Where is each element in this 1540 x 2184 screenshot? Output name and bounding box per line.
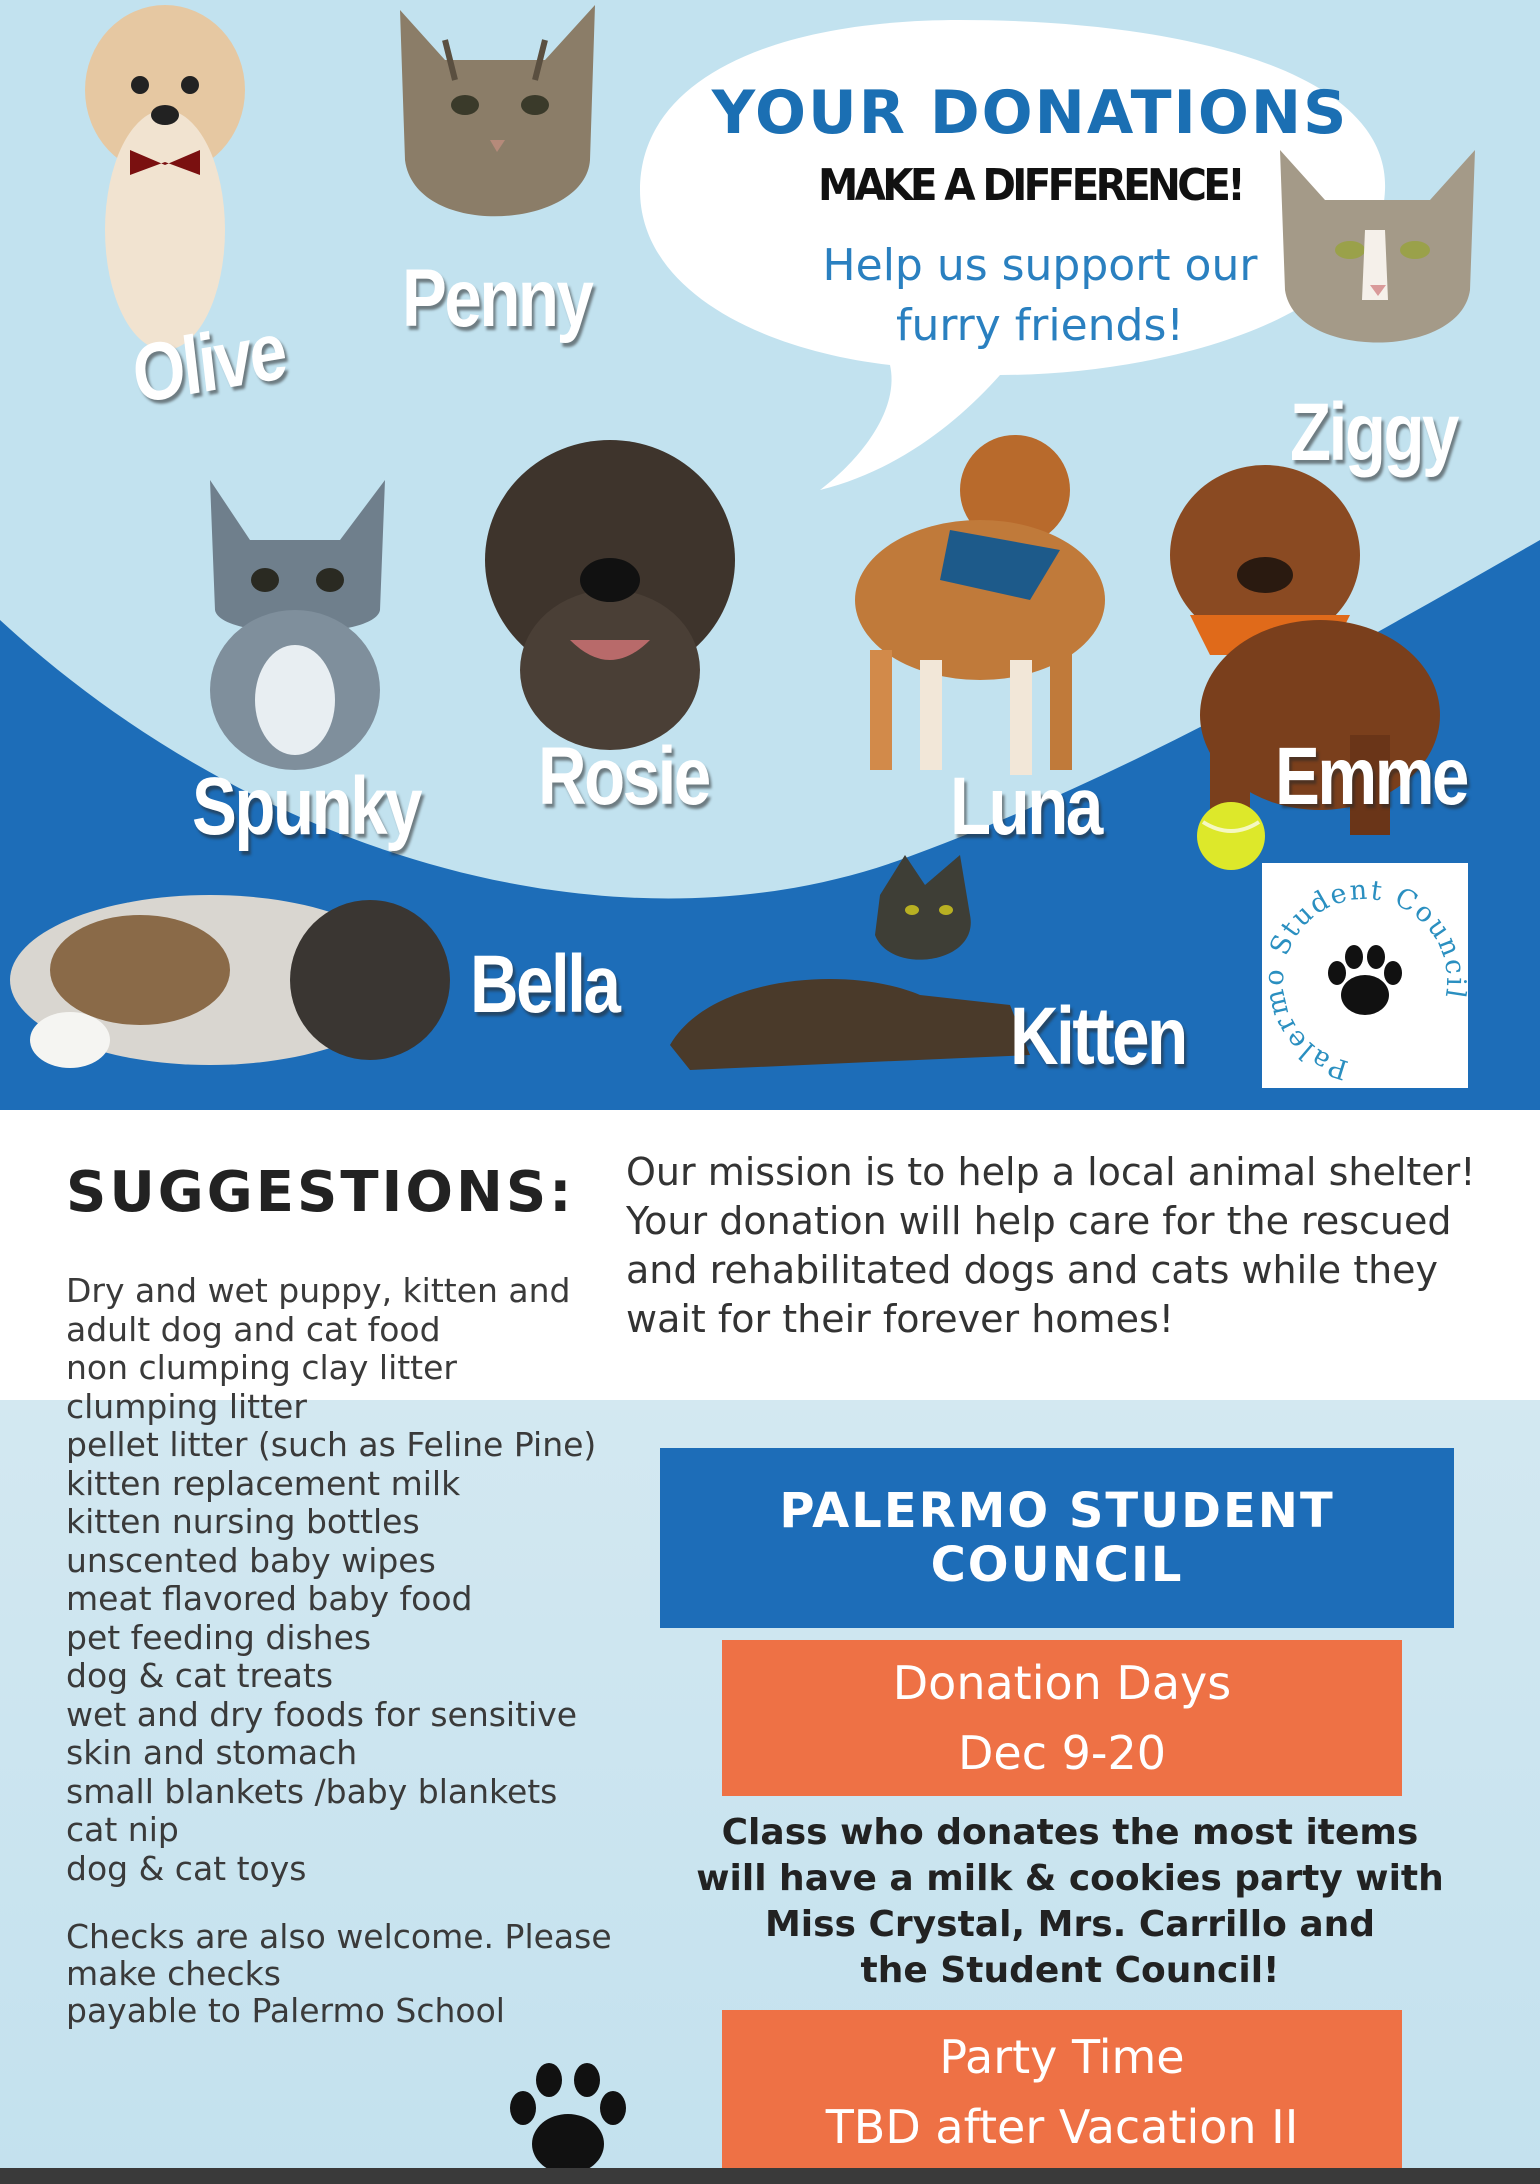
student-council-banner bbox=[660, 1448, 1454, 1628]
party-time-box bbox=[722, 2010, 1402, 2174]
suggestion-item: non clumping clay litter bbox=[66, 1348, 457, 1387]
suggestion-item: wet and dry foods for sensitive bbox=[66, 1694, 578, 1734]
suggestion-item: kitten nursing bottles bbox=[66, 1502, 420, 1541]
suggestion-item: pellet litter (such as Feline Pine) bbox=[66, 1425, 597, 1464]
suggestion-item: kitten replacement milk bbox=[66, 1463, 461, 1503]
bella-cat-photo bbox=[10, 860, 460, 1090]
suggestion-item: pet feeding dishes bbox=[66, 1617, 372, 1657]
suggestion-item: adult dog and cat food bbox=[66, 1309, 441, 1349]
student-council-logo bbox=[1262, 863, 1468, 1088]
pet-name-bella: Bella bbox=[470, 939, 619, 1030]
contest-line-2: will have a milk & cookies party with bbox=[696, 1858, 1444, 1899]
suggestion-item: unscented baby wipes bbox=[66, 1540, 436, 1580]
contest-line-1: Class who donates the most items bbox=[721, 1812, 1419, 1853]
party-time-label: Party Time bbox=[939, 2030, 1185, 2084]
checks-note-line-2: make checks bbox=[66, 1954, 281, 1993]
mission-line-4: wait for their forever homes! bbox=[626, 1297, 1174, 1341]
pet-name-olive: Olive bbox=[128, 305, 290, 422]
suggestions-title: SUGGESTIONS: bbox=[66, 1160, 575, 1225]
paw-print-icon bbox=[505, 2048, 631, 2184]
party-time-date: TBD after Vacation II bbox=[825, 2100, 1299, 2154]
help-text-line-2: furry friends! bbox=[895, 300, 1185, 351]
pet-name-spunky: Spunky bbox=[192, 761, 421, 852]
pet-name-ziggy: Ziggy bbox=[1290, 387, 1457, 478]
kitten-cat-photo bbox=[650, 855, 1040, 1075]
suggestion-item: skin and stomach bbox=[66, 1733, 358, 1772]
suggestion-item: small blankets /baby blankets bbox=[66, 1771, 558, 1811]
pet-name-penny: Penny bbox=[402, 253, 592, 344]
suggestions-list bbox=[66, 1272, 646, 1888]
council-line-1: PALERMO STUDENT bbox=[779, 1483, 1335, 1539]
mission-line-1: Our mission is to help a local animal shelter! bbox=[626, 1150, 1476, 1194]
suggestion-item: dog & cat treats bbox=[66, 1656, 334, 1695]
rosie-dog-photo bbox=[480, 430, 740, 750]
pet-name-luna: Luna bbox=[950, 761, 1101, 852]
logo-text: Palerm Student Counc l bbox=[1262, 874, 1468, 1085]
checks-note-line-1: Checks are also welcome. Please bbox=[66, 1917, 612, 1956]
tennis-ball bbox=[1195, 800, 1267, 872]
pet-name-rosie: Rosie bbox=[538, 731, 709, 822]
bottom-edge bbox=[0, 2168, 1540, 2184]
mission-line-2: Your donation will help care for the rescued bbox=[626, 1199, 1452, 1243]
logo-paw-icon bbox=[1328, 945, 1402, 1015]
suggestion-item: dog & cat toys bbox=[66, 1848, 307, 1888]
council-line-2: COUNCIL bbox=[930, 1537, 1184, 1593]
checks-note bbox=[66, 1918, 646, 2029]
mission-line-3: and rehabilitated dogs and cats while they bbox=[626, 1248, 1439, 1292]
luna-dog-photo bbox=[830, 430, 1110, 790]
contest-line-4: the Student Council! bbox=[860, 1950, 1280, 1991]
suggestion-item: clumping litter bbox=[66, 1386, 307, 1426]
checks-note-line-3: payable to Palermo School bbox=[66, 1991, 505, 2030]
help-text bbox=[780, 236, 1300, 356]
help-text-line-1: Help us support our bbox=[822, 240, 1258, 291]
spunky-cat-photo bbox=[190, 470, 400, 770]
subheadline: MAKE A DIFFERENCE! bbox=[817, 160, 1243, 211]
contest-announcement bbox=[690, 1810, 1450, 1994]
donation-days-box bbox=[722, 1640, 1402, 1796]
headline: YOUR DONATIONS bbox=[711, 78, 1349, 148]
mission-statement bbox=[626, 1148, 1506, 1344]
contest-line-3: Miss Crystal, Mrs. Carrillo and bbox=[764, 1904, 1376, 1945]
donation-days-dates: Dec 9-20 bbox=[957, 1726, 1167, 1780]
suggestion-item: cat nip bbox=[66, 1810, 179, 1849]
pet-name-kitten: Kitten bbox=[1010, 991, 1186, 1082]
donation-days-label: Donation Days bbox=[892, 1656, 1232, 1710]
suggestion-item: meat flavored baby food bbox=[66, 1579, 473, 1618]
pet-name-emme: Emme bbox=[1275, 731, 1467, 822]
suggestion-item: Dry and wet puppy, kitten and bbox=[66, 1271, 571, 1310]
penny-cat-photo bbox=[385, 0, 610, 250]
student-council-seal bbox=[1262, 863, 1468, 1088]
